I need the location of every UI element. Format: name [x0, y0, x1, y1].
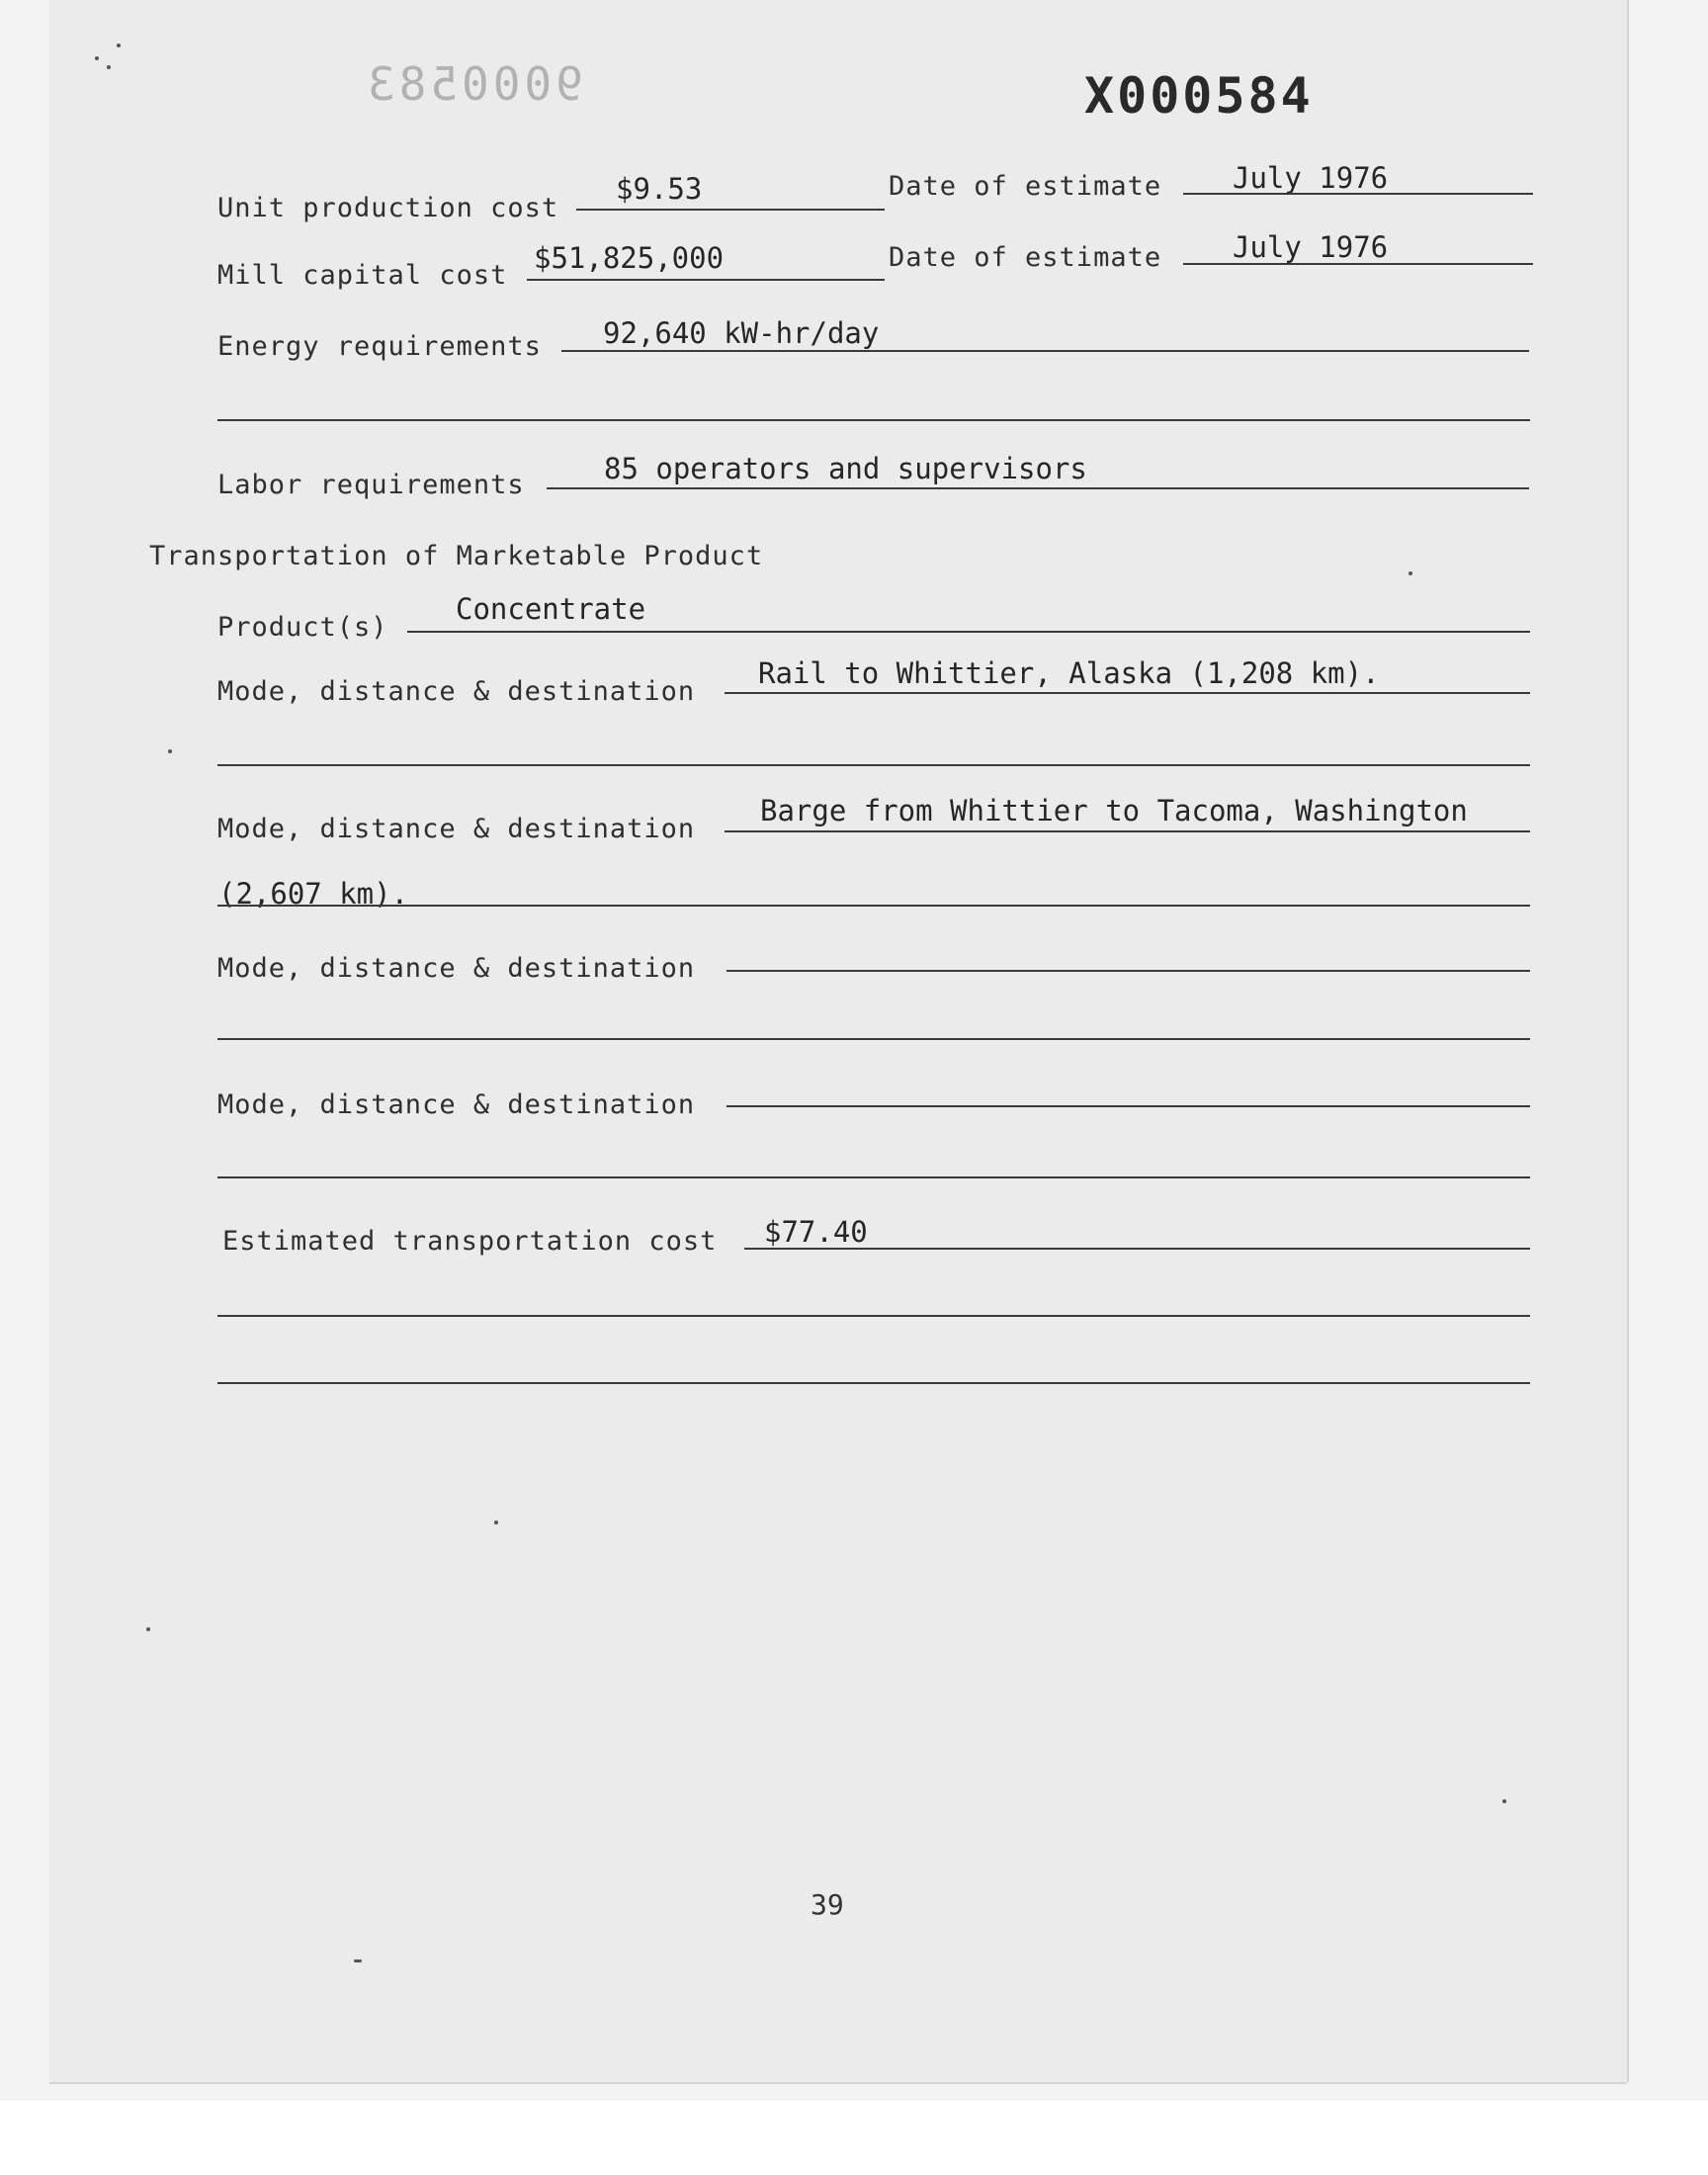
mode-2-value: Barge from Whittier to Tacoma, Washington	[760, 794, 1468, 827]
date-of-estimate-value-2: July 1976	[1233, 230, 1389, 264]
date-of-estimate-line-2	[1183, 263, 1533, 265]
document-page	[49, 0, 1627, 2082]
mode-4-label: Mode, distance & destination	[217, 1089, 696, 1120]
mode-2-line	[725, 830, 1530, 832]
date-of-estimate-label: Date of estimate	[889, 171, 1162, 202]
mode-1-line	[725, 692, 1530, 694]
date-of-estimate-line	[1183, 193, 1533, 195]
transportation-cost-value: $77.40	[764, 1215, 868, 1249]
mode-3-line	[726, 970, 1530, 972]
unit-production-cost-label: Unit production cost	[217, 193, 559, 223]
scan-speck	[168, 749, 172, 753]
page-margin	[0, 2101, 1708, 2175]
energy-requirements-value: 92,640 kW-hr/day	[603, 316, 880, 350]
mode-2-continuation-line	[217, 905, 1530, 907]
scan-speck	[107, 65, 111, 69]
page-number: 39	[811, 1888, 844, 1921]
date-of-estimate-value: July 1976	[1233, 161, 1389, 195]
scan-speck	[117, 44, 121, 47]
mode-4-line	[726, 1105, 1530, 1107]
energy-requirements-continuation-line	[217, 419, 1530, 421]
mode-1-label: Mode, distance & destination	[217, 676, 696, 707]
products-label: Product(s)	[217, 612, 388, 643]
mode-3-label: Mode, distance & destination	[217, 953, 696, 984]
mode-1-continuation-line	[217, 764, 1530, 766]
scan-speck	[146, 1627, 150, 1631]
scan-speck	[1409, 571, 1412, 575]
transportation-heading: Transportation of Marketable Product	[149, 541, 764, 571]
mill-capital-cost-line	[527, 279, 885, 281]
energy-requirements-label: Energy requirements	[217, 331, 542, 362]
mill-capital-cost-label: Mill capital cost	[217, 260, 508, 291]
mode-1-value: Rail to Whittier, Alaska (1,208 km).	[758, 656, 1380, 690]
scan-speck	[1502, 1799, 1506, 1803]
unit-production-cost-value: $9.53	[616, 172, 703, 206]
blank-line-1	[217, 1315, 1530, 1317]
scan-speck	[95, 56, 99, 60]
transportation-cost-label: Estimated transportation cost	[222, 1226, 718, 1257]
labor-requirements-line	[547, 487, 1529, 489]
document-stamp-number: X000584	[1084, 67, 1314, 125]
labor-requirements-label: Labor requirements	[217, 470, 525, 500]
date-of-estimate-label-2: Date of estimate	[889, 242, 1162, 273]
scan-speck	[354, 1959, 362, 1962]
mill-capital-cost-value: $51,825,000	[534, 241, 725, 275]
energy-requirements-line	[561, 350, 1529, 352]
unit-production-cost-line	[576, 209, 885, 211]
scan-speck	[494, 1521, 498, 1524]
labor-requirements-value: 85 operators and supervisors	[604, 452, 1087, 485]
transportation-cost-line	[744, 1248, 1530, 1250]
mode-2-continuation-value: (2,607 km).	[218, 877, 409, 911]
products-value: Concentrate	[456, 592, 646, 626]
mode-4-continuation-line	[217, 1176, 1530, 1178]
bleed-through-number: 9000583	[364, 57, 583, 111]
mode-3-continuation-line	[217, 1038, 1530, 1040]
products-line	[407, 631, 1530, 633]
mode-2-label: Mode, distance & destination	[217, 814, 696, 844]
blank-line-2	[217, 1382, 1530, 1384]
